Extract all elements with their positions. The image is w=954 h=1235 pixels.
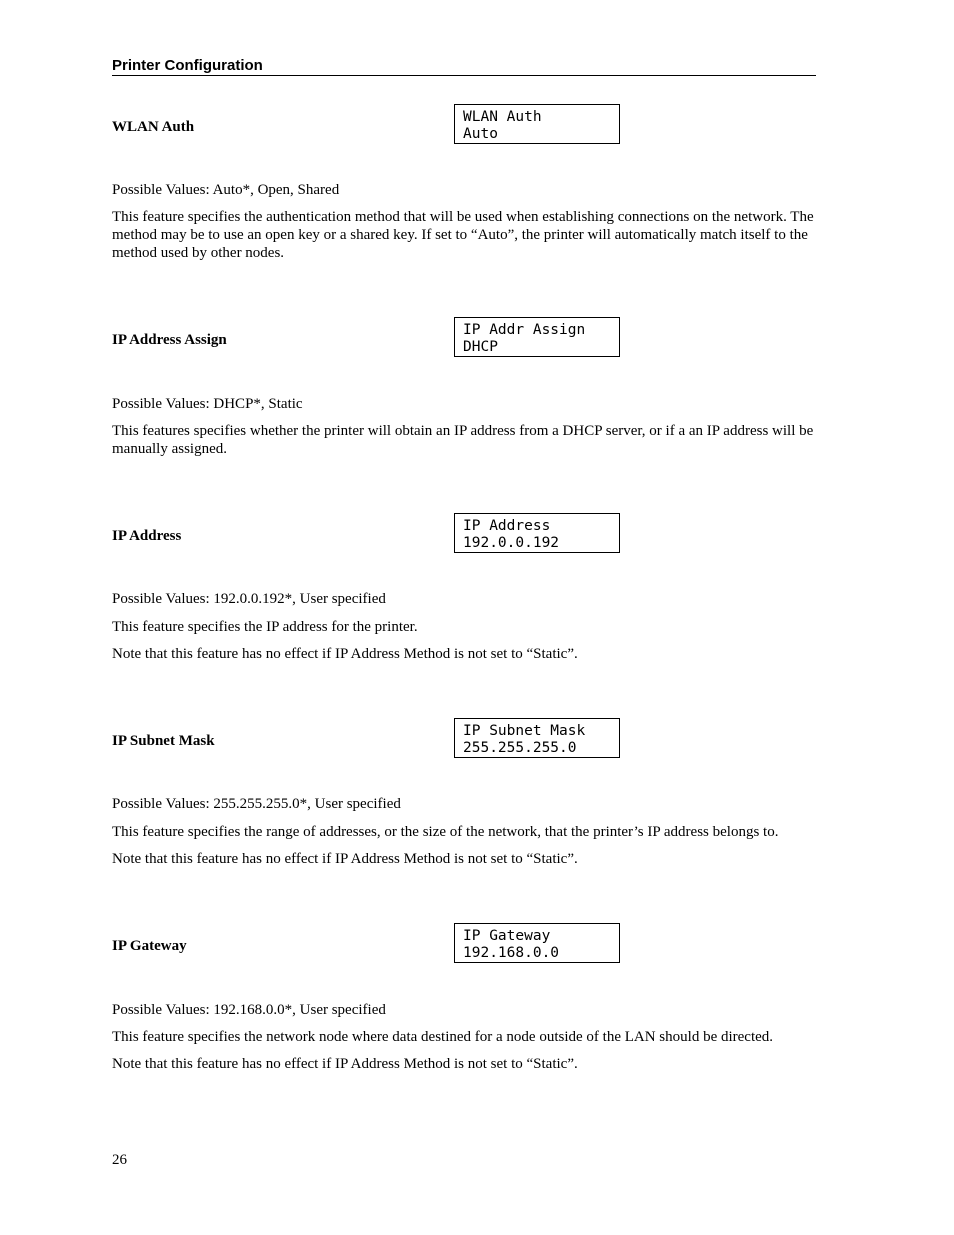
setting-name: IP Gateway bbox=[112, 938, 187, 954]
setting-name: IP Address Assign bbox=[112, 332, 227, 348]
possible-values: Possible Values: Auto*, Open, Shared bbox=[112, 182, 340, 198]
page-number: 26 bbox=[112, 1152, 127, 1168]
possible-values: Possible Values: 255.255.255.0*, User specified bbox=[112, 796, 401, 812]
lcd-line-2: 255.255.255.0 bbox=[463, 740, 577, 756]
lcd-line-1: IP Addr Assign bbox=[463, 322, 586, 338]
description: This features specifies whether the printer will obtain an IP address from a DHCP server, or if a an IP address will be manually assigned. bbox=[112, 423, 814, 457]
possible-values: Possible Values: 192.0.0.192*, User specified bbox=[112, 591, 386, 607]
description: This feature specifies the range of addresses, or the size of the network, that the printer’s IP address belongs to. bbox=[112, 824, 779, 840]
note: Note that this feature has no effect if IP Address Method is not set to “Static”. bbox=[112, 851, 578, 867]
lcd-display bbox=[454, 923, 620, 963]
description: This feature specifies the network node where data destined for a node outside of the LAN should be directed. bbox=[112, 1029, 774, 1045]
lcd-line-2: Auto bbox=[463, 126, 498, 142]
lcd-line-1: IP Subnet Mask bbox=[463, 723, 586, 739]
possible-values: Possible Values: 192.168.0.0*, User specified bbox=[112, 1002, 386, 1018]
note: Note that this feature has no effect if IP Address Method is not set to “Static”. bbox=[112, 646, 578, 662]
lcd-display bbox=[454, 317, 620, 357]
setting-name: IP Subnet Mask bbox=[112, 733, 215, 749]
description: This feature specifies the IP address for the printer. bbox=[112, 619, 418, 635]
lcd-line-1: IP Address bbox=[463, 518, 551, 534]
description: This feature specifies the authentication method that will be used when establishing connections on the network. The method may be to use an open key or a shared key. If set to “Auto”, the printer will automatically match itself to the method used by other nodes. bbox=[112, 209, 814, 261]
lcd-line-1: IP Gateway bbox=[463, 928, 551, 944]
page-header bbox=[112, 56, 816, 76]
lcd-line-1: WLAN Auth bbox=[463, 109, 542, 125]
page-header-title: Printer Configuration bbox=[112, 57, 263, 74]
possible-values: Possible Values: DHCP*, Static bbox=[112, 396, 303, 412]
note: Note that this feature has no effect if IP Address Method is not set to “Static”. bbox=[112, 1056, 578, 1072]
lcd-line-2: 192.168.0.0 bbox=[463, 945, 560, 961]
lcd-display bbox=[454, 718, 620, 758]
lcd-display bbox=[454, 104, 620, 144]
setting-name: WLAN Auth bbox=[112, 119, 195, 135]
setting-name: IP Address bbox=[112, 528, 182, 544]
lcd-line-2: DHCP bbox=[463, 339, 498, 355]
lcd-display bbox=[454, 513, 620, 553]
lcd-line-2: 192.0.0.192 bbox=[463, 535, 560, 551]
